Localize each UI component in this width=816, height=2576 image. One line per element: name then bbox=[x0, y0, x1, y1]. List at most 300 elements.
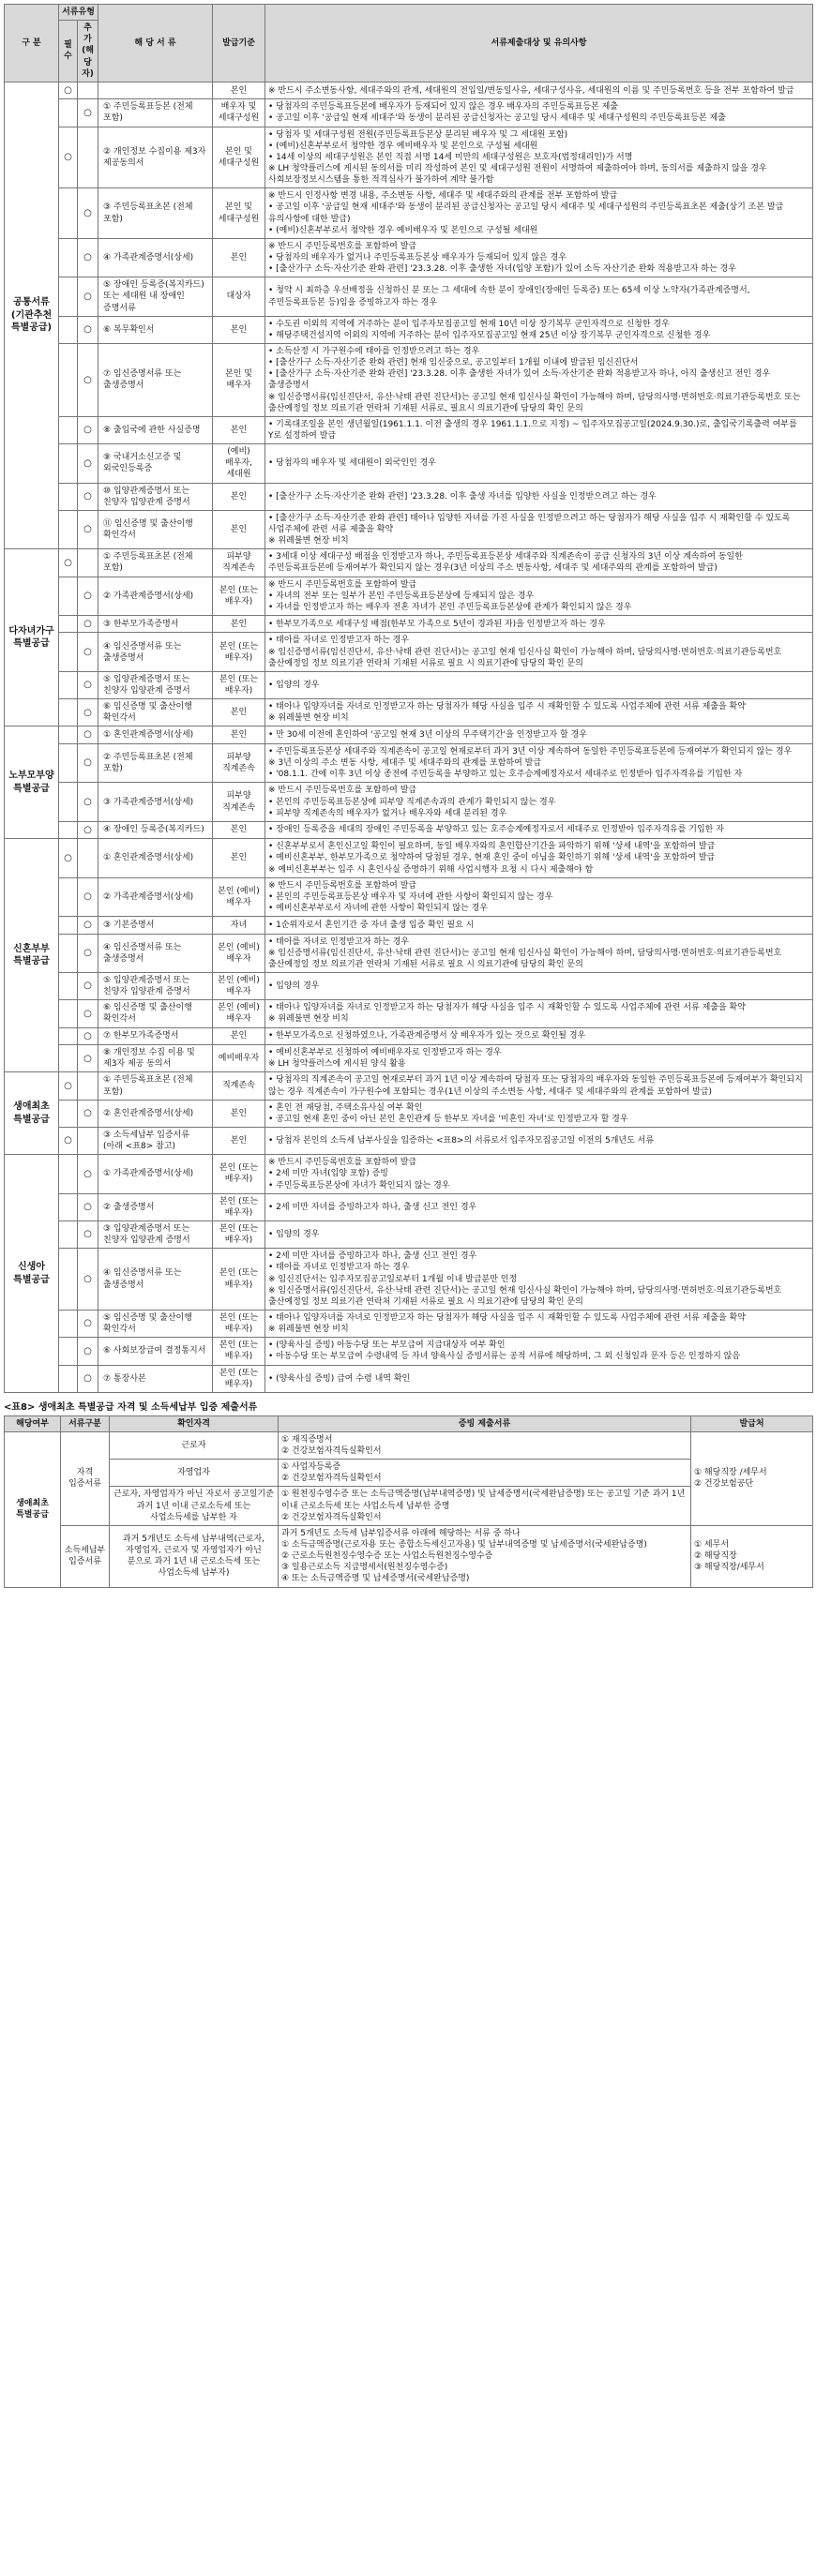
note-line: • 피부양 직계존속의 배우자가 없거나 배우자와 세대 분리된 경우 bbox=[268, 808, 507, 818]
additional-mark: ○ bbox=[78, 1310, 98, 1337]
note-line: • 주민등록표등본상에 자녀가 확인되지 않는 경우 bbox=[268, 1180, 450, 1191]
notes-cell bbox=[265, 821, 813, 839]
document-name: ④ 가족관계증명서(상세) bbox=[98, 238, 213, 277]
section-category: 공통서류 (기관추천 특별공급) bbox=[5, 82, 59, 548]
note-line: ※ 임신진단서는 입주자모집공고일로부터 1개월 이내 발급분만 인정 bbox=[268, 1274, 518, 1284]
note-line: • (양육사실 증빙) 급여 수령 내역 확인 bbox=[268, 1373, 411, 1384]
required-mark bbox=[59, 277, 78, 316]
table-row bbox=[5, 671, 813, 698]
issuer-basis: 본인 (또는 배우자) bbox=[213, 1221, 265, 1248]
table8-issuer-line: ② 해당직장 bbox=[694, 1551, 737, 1562]
table8-qualification: 근로자 bbox=[110, 1431, 279, 1459]
document-name: ④ 임신증명서류 또는 출생증명서 bbox=[98, 934, 213, 972]
note-line: • 태아나 입양자녀를 자녀로 인정받고자 하는 당첨자가 해당 사실을 입주 시 재확인할 수 있도록 사업주체에 관련 서류 제출을 확약 bbox=[268, 1312, 746, 1323]
required-mark bbox=[59, 726, 78, 744]
note-line: ※ 반드시 인정사항 변경 내용, 주소변동 사항, 세대주 및 세대주와의 관계를 전부 포함하여 발급 bbox=[268, 191, 618, 202]
table-row bbox=[5, 444, 813, 483]
required-mark bbox=[59, 416, 78, 443]
document-name: ③ 기본증명서 bbox=[98, 917, 213, 935]
note-line: • 아동수당 또는 부모급여 수령내역 등 자녀 양육사실 증빙서류는 공적 서류에 해당하며, 그 외 신청일과 문자 등은 인정하지 않음 bbox=[268, 1352, 741, 1362]
document-name: ⑨ 국내거소신고증 및 외국인등록증 bbox=[98, 444, 213, 483]
required-mark: ○ bbox=[59, 1127, 78, 1154]
note-line: • 본인의 주민등록표등본상 배우자 및 자녀에 관한 사항이 확인되지 않는 경우 bbox=[268, 891, 553, 902]
table8-doc-line: ② 건강보험자격득실확인서 bbox=[281, 1512, 382, 1522]
table8-doc-line: ② 건강보험자격득실확인서 bbox=[281, 1446, 382, 1457]
issuer-basis: 본인 (또는 배우자) bbox=[213, 1310, 265, 1337]
note-line: ※ 위례불변 현장 비치 bbox=[268, 536, 349, 547]
table8 bbox=[4, 1415, 813, 1588]
additional-mark: ○ bbox=[78, 821, 98, 839]
issuer-basis: 본인 (또는 배우자) bbox=[213, 1193, 265, 1221]
table8-row bbox=[5, 1431, 813, 1459]
table-row bbox=[5, 510, 813, 548]
required-mark bbox=[59, 1045, 78, 1072]
additional-mark bbox=[78, 82, 98, 99]
required-mark bbox=[59, 917, 78, 935]
table8-header: 서류구분 bbox=[61, 1415, 110, 1431]
section-category: 노부모부양 특별공급 bbox=[5, 726, 59, 839]
table-row bbox=[5, 821, 813, 839]
document-name: ① 혼인관계증명서(상세) bbox=[98, 839, 213, 877]
additional-mark: ○ bbox=[78, 671, 98, 698]
required-mark: ○ bbox=[59, 127, 78, 188]
required-mark: ○ bbox=[59, 549, 78, 577]
required-mark bbox=[59, 1027, 78, 1045]
issuer-basis: 본인 bbox=[213, 316, 265, 343]
notes-cell bbox=[265, 1072, 813, 1100]
required-mark bbox=[59, 743, 78, 782]
table8-header: 해당여부 bbox=[5, 1415, 61, 1431]
required-mark bbox=[59, 316, 78, 343]
additional-mark bbox=[78, 1072, 98, 1100]
table8-doc-line: ② 건강보험자격득실확인서 bbox=[281, 1474, 382, 1484]
additional-mark: ○ bbox=[78, 917, 98, 935]
note-line: • 당첨자 본인의 소득세 납부사실을 입증하는 <표8>의 서류로서 입주자모집공고일 이전의 5개년도 서류 bbox=[268, 1136, 655, 1146]
additional-mark: ○ bbox=[78, 1221, 98, 1248]
note-line: ※ 위례불변 현장 비치 bbox=[268, 1014, 349, 1025]
section-category: 신혼부부 특별공급 bbox=[5, 839, 59, 1072]
table-row bbox=[5, 277, 813, 316]
document-page bbox=[4, 4, 812, 1588]
note-line: • 태아를 자녀로 인정받고자 하는 경우 bbox=[268, 636, 410, 646]
note-line: • 공고일 이후 '공급일 현재 세대주'와 동생이 분리된 공급신청자는 공고일 당시 세대주 및 세대구성원의 주민등록표초본 제출(상기 조본 발급 유의사항에 대한 발급) bbox=[268, 202, 784, 224]
issuer-basis: 직계존속 bbox=[213, 1072, 265, 1100]
document-name bbox=[98, 82, 213, 99]
additional-mark: ○ bbox=[78, 277, 98, 316]
note-line: • 소득산정 시 가구원수에 태아를 인정받으려고 하는 경우 bbox=[268, 347, 480, 357]
notes-cell bbox=[265, 1249, 813, 1310]
issuer-basis: 본인 bbox=[213, 699, 265, 726]
note-line: • 한부모가족으로 신청하였으나, 가족관계증명서 상 배우자가 있는 것으로 확인될 경우 bbox=[268, 1031, 586, 1041]
note-line: • 당첨자의 직계존속이 공고일 현재로부터 과거 1년 이상 계속하여 당첨자 또는 당첨자의 배우자와 동일한 주민등록표등본에 등재여부가 확인되지 않는 경우 직계존속이 가구원수에 포함되는 경우(1년 이상의 주소변동 사항, 세대주 및 세대주와의 관계를 포함하여 발급) bbox=[268, 1075, 803, 1097]
document-name: ① 주민등록표초본 (전체 포함) bbox=[98, 1072, 213, 1100]
notes-cell bbox=[265, 633, 813, 671]
note-line: ※ 임신증명서류(임신진단서, 유산·낙태 관련 진단서)는 공고일 현재 임신사실 확인이 가능해야 하며, 담당의사명·면허번호·의료기관등록번호 또는 출산예정일 정보 의료기관 연락처 기재된 서류로, 필요시 의료기관에 담당의 확인 문의 bbox=[268, 392, 801, 413]
required-mark bbox=[59, 1365, 78, 1392]
document-name: ⑤ 입양관계증명서 또는 친양자 입양관계 증명서 bbox=[98, 973, 213, 1000]
required-mark bbox=[59, 671, 78, 698]
additional-mark: ○ bbox=[78, 934, 98, 972]
notes-cell bbox=[265, 549, 813, 577]
additional-mark bbox=[78, 549, 98, 577]
note-line: • 청약 시 최하층 우선배정을 신청하신 분 또는 그 세대에 속한 분이 장애인(장애인 등록증) 또는 65세 이상 노약자(가족관계증명서, 주민등록표등본 등)임을 증빙하고자 하는 경우 bbox=[268, 286, 750, 307]
document-name: ③ 가족관계증명서(상세) bbox=[98, 783, 213, 821]
table-row bbox=[5, 1338, 813, 1365]
issuer-basis: 본인 (예비)배우자 bbox=[213, 973, 265, 1000]
notes-cell bbox=[265, 316, 813, 343]
table8-doc-line: ① 원천징수영수증 또는 소득금액증명(납부내역증명) 및 납세증명서(국세완납증명) 또는 공고일 기준 과거 1년 이내 근로소득세 또는 사업소득세 납부한 증명 bbox=[281, 1490, 686, 1511]
issuer-basis: 피부양 직계존속 bbox=[213, 783, 265, 821]
table-row bbox=[5, 188, 813, 239]
table-row bbox=[5, 839, 813, 877]
table8-issuer bbox=[691, 1431, 813, 1525]
table8-doc-line: ① 사업자등록증 bbox=[281, 1462, 341, 1473]
required-mark bbox=[59, 821, 78, 839]
note-line: • [출산가구 소득·자산기준 완화 관련] '23.3.28. 이후 출생한 자녀가 있어 소득·자산기준 완화 적용받고자 하나, 아직 출생신고 전인 경우 출생증명서 bbox=[268, 369, 771, 391]
note-line: • [출산가구 소득·자산기준 완화 관련] '23.3.28. 이후 출생한 자녀(입양 포함)가 있어 소득 자산기준 완화 적용받고자 하는 경우 bbox=[268, 264, 736, 275]
required-mark bbox=[59, 1193, 78, 1221]
issuer-basis: 피부양 직계존속 bbox=[213, 549, 265, 577]
additional-mark: ○ bbox=[78, 615, 98, 633]
note-line: • (예비)신혼부부로서 청약한 경우 예비배우자 및 본인으로 구성될 세대원 bbox=[268, 141, 538, 151]
notes-cell bbox=[265, 1127, 813, 1154]
note-line: • 수도권 이외의 지역에 거주하는 분이 입주자모집공고일 현재 10년 이상 장기복무 군인자격으로 신청한 경우 bbox=[268, 319, 670, 329]
notes-cell bbox=[265, 934, 813, 972]
note-line: • (양육사실 증빙) 아동수당 또는 부모급여 지급대상자 여부 확인 bbox=[268, 1340, 506, 1351]
additional-mark: ○ bbox=[78, 1100, 98, 1127]
table-row bbox=[5, 1000, 813, 1027]
header-issuer: 발급기준 bbox=[213, 5, 265, 82]
notes-cell bbox=[265, 127, 813, 188]
table8-doc-line: 과거 5개년도 소득세 납부입증서류 아래에 해당하는 서류 중 하나 bbox=[281, 1528, 521, 1538]
header-additional: 추가 (해당자) bbox=[78, 21, 98, 82]
table8-docs bbox=[279, 1460, 691, 1487]
table8-issuer-line: ① 세무서 bbox=[694, 1540, 730, 1550]
additional-mark bbox=[78, 127, 98, 188]
required-mark bbox=[59, 699, 78, 726]
note-line: ※ 위례불변 현장 비치 bbox=[268, 1325, 349, 1335]
required-mark bbox=[59, 188, 78, 239]
note-line: • 예비신혼부부로서 자녀에 관한 사항이 확인되지 않는 경우 bbox=[268, 904, 488, 913]
issuer-basis: (예비)배우자, 세대원 bbox=[213, 444, 265, 483]
required-mark bbox=[59, 1100, 78, 1127]
table-row bbox=[5, 344, 813, 417]
additional-mark: ○ bbox=[78, 633, 98, 671]
note-line: • [출산가구 소득·자산기준 완화 관련] 현재 임신중으로, 공고일부터 1개월 이내에 발급된 임신진단서 bbox=[268, 358, 639, 368]
notes-cell bbox=[265, 699, 813, 726]
note-line: ※ 반드시 주민등록번호를 포함하여 발급 bbox=[268, 786, 417, 796]
table8-header-row bbox=[5, 1415, 813, 1431]
note-line: • 장애인 등록증을 세대의 장애인 주민등록을 부양하고 있는 호주승계예정자로서 세대주로 인정받아 입주자격유를 기입한 자 bbox=[268, 825, 724, 835]
notes-cell bbox=[265, 1221, 813, 1248]
note-line: ※ 반드시 주소변동사항, 세대주와의 관계, 세대원의 전입일/변동일사유, 세대구성사유, 세대원의 이름 및 주민등록번호 등을 전부 포함하여 발급 bbox=[268, 85, 794, 96]
required-mark: ○ bbox=[59, 82, 78, 99]
note-line: • 태아를 자녀로 인정받고자 하는 경우 bbox=[268, 936, 410, 947]
required-mark bbox=[59, 238, 78, 277]
note-line: • 기록대조일을 본인 생년월일(1961.1.1. 이전 출생의 경우 1961.1.1.으로 지정) ~ 입주자모집공고일(2024.9.30.)로, 출입국기록출력 여부를 Y로 설정하여 발급 bbox=[268, 419, 797, 441]
required-mark bbox=[59, 1221, 78, 1248]
notes-cell bbox=[265, 783, 813, 821]
required-mark bbox=[59, 615, 78, 633]
additional-mark: ○ bbox=[78, 344, 98, 417]
additional-mark: ○ bbox=[78, 877, 98, 916]
table8-qualification: 자영업자 bbox=[110, 1460, 279, 1487]
document-name: ② 가족관계증명서(상세) bbox=[98, 577, 213, 615]
table8-issuer-line: ③ 해당직장/세무서 bbox=[694, 1563, 764, 1573]
notes-cell bbox=[265, 1027, 813, 1045]
document-name: ① 주민등록표초본 (전체 포함) bbox=[98, 549, 213, 577]
note-line: • 혼인 전 재당첨, 주택소유사실 여부 확인 bbox=[268, 1102, 423, 1113]
note-line: • 공고일 현재 혼인 중이 아닌 본인 혼인관계 등 한부모 자녀를 '미혼인 자녀'로 인정받고자 할 경우 bbox=[268, 1114, 628, 1124]
note-line: • 자녀의 전부 또는 일부가 본인 주민등록표등본상에 등재되지 않은 경우 bbox=[268, 591, 535, 601]
required-mark bbox=[59, 1310, 78, 1337]
document-name: ⑥ 임신증명 및 출산이행 확인각서 bbox=[98, 699, 213, 726]
table-row bbox=[5, 99, 813, 127]
issuer-basis: 본인 (또는 배우자) bbox=[213, 1155, 265, 1193]
notes-cell bbox=[265, 416, 813, 443]
document-name: ⑧ 출입국에 관한 사실증명 bbox=[98, 416, 213, 443]
issuer-basis: 본인 (또는 배우자) bbox=[213, 577, 265, 615]
header-notes: 서류제출대상 및 유의사항 bbox=[265, 5, 813, 82]
note-line: • 만 30세 이전에 혼인하여 '공고일 현재 3년 이상의 무주택기간'을 인정받고자 할 경우 bbox=[268, 730, 587, 741]
required-mark: ○ bbox=[59, 839, 78, 877]
notes-cell bbox=[265, 1000, 813, 1027]
notes-cell bbox=[265, 726, 813, 744]
document-name: ② 주민등록표초본 (전체 포함) bbox=[98, 743, 213, 782]
table-row bbox=[5, 973, 813, 1000]
note-line: • 본인의 주민등록표등본상에 피부양 직계존속과의 관계가 확인되지 않는 경우 bbox=[268, 797, 556, 807]
table8-group: 생애최초 특별공급 bbox=[5, 1431, 61, 1587]
table-row bbox=[5, 1155, 813, 1193]
note-line: • 3세대 이상 세대구성 배점을 인정받고자 하나, 주민등록표등본상 세대주와 직계존속이 공급 신청자의 3년 이상 계속하여 동일한 주민등록표등본에 등재여부가 확인되지 않는 경우(3년 이상의 주소 변동사항, 세대주 및 세대주와의 관계를 포함하여 발급) bbox=[268, 552, 743, 574]
note-line: • 주민등록표등본상 세대주와 직계존속이 공고일 현재로부터 과거 3년 이상 계속하여 동일한 주민등록표등본에 등재여부가 확인되지 않는 경우 bbox=[268, 746, 793, 756]
required-mark bbox=[59, 344, 78, 417]
document-name: ⑤ 임신증명 및 출산이행 확인각서 bbox=[98, 1310, 213, 1337]
notes-cell bbox=[265, 743, 813, 782]
required-mark bbox=[59, 577, 78, 615]
issuer-basis: 본인 (또는 배우자) bbox=[213, 1365, 265, 1392]
table-row bbox=[5, 1310, 813, 1337]
note-line: ※ 반드시 주민등록번호를 포함하여 발급 bbox=[268, 1158, 417, 1168]
additional-mark: ○ bbox=[78, 973, 98, 1000]
note-line: • 당첨자의 배우자 및 세대원이 외국인인 경우 bbox=[268, 458, 436, 469]
additional-mark: ○ bbox=[78, 510, 98, 548]
note-line: • 1순위자로서 혼인기간 중 자녀 출생 입증 확인 필요 시 bbox=[268, 920, 475, 930]
table-row bbox=[5, 917, 813, 935]
table8-docs bbox=[279, 1525, 691, 1587]
table8-header: 증빙 제출서류 bbox=[279, 1415, 691, 1431]
additional-mark: ○ bbox=[78, 1000, 98, 1027]
table8-row bbox=[5, 1525, 813, 1587]
table-row bbox=[5, 1027, 813, 1045]
note-line: • 예비신혼부부로 신청하여 예비배우자로 인정받고자 하는 경우 bbox=[268, 1048, 502, 1058]
document-name: ⑦ 한부모가족증명서 bbox=[98, 1027, 213, 1045]
required-mark bbox=[59, 483, 78, 510]
document-name: ⑥ 사회보장급여 결정통지서 bbox=[98, 1338, 213, 1365]
additional-mark: ○ bbox=[78, 188, 98, 239]
notes-cell bbox=[265, 344, 813, 417]
issuer-basis: 본인 (또는 배우자) bbox=[213, 671, 265, 698]
issuer-basis: 자녀 bbox=[213, 917, 265, 935]
notes-cell bbox=[265, 483, 813, 510]
table8-issuer bbox=[691, 1525, 813, 1587]
note-line: • 당첨자의 주민등록표등본에 배우자가 등재되어 있지 않은 경우 배우자의 주민등록표등본 제출 bbox=[268, 102, 618, 112]
table8-docs bbox=[279, 1487, 691, 1525]
required-mark: ○ bbox=[59, 1072, 78, 1100]
header-required: 필수 bbox=[59, 21, 78, 82]
required-mark bbox=[59, 973, 78, 1000]
additional-mark: ○ bbox=[78, 444, 98, 483]
note-line: • 태아를 자녀로 인정받고자 하는 경우 bbox=[268, 1263, 410, 1273]
document-name: ⑤ 장애인 등록증(복지카드) 또는 세대원 내 장애인 증명서류 bbox=[98, 277, 213, 316]
document-name: ④ 장애인 등록증(복지카드) bbox=[98, 821, 213, 839]
notes-cell bbox=[265, 444, 813, 483]
table-row bbox=[5, 483, 813, 510]
issuer-basis: 본인 (예비)배우자 bbox=[213, 1000, 265, 1027]
header-type-group: 서류유형 bbox=[59, 5, 98, 21]
notes-cell bbox=[265, 510, 813, 548]
table-row bbox=[5, 615, 813, 633]
note-line: ※ 임신증명서류(임신진단서, 유산·낙태 관련 진단서)는 공고일 현재 임신사실 확인이 가능해야 하며, 담당의사명·면허번호·의료기관등록번호 출산예정일 정보 의료기관 연락처 기재된 서류로 필요 시 의료기관에 담당의 확인 문의 bbox=[268, 948, 782, 969]
document-name: ① 가족관계증명서(상세) bbox=[98, 1155, 213, 1193]
issuer-basis: 본인 (또는 배우자) bbox=[213, 1249, 265, 1310]
additional-mark: ○ bbox=[78, 699, 98, 726]
note-line: • 입양의 경우 bbox=[268, 680, 320, 690]
section-category: 신생아 특별공급 bbox=[5, 1155, 59, 1393]
additional-mark: ○ bbox=[78, 1249, 98, 1310]
additional-mark: ○ bbox=[78, 1365, 98, 1392]
required-mark bbox=[59, 1338, 78, 1365]
table8-doc-line: ② 근로소득원천징수영수증 또는 사업소득원천징수영수증 bbox=[281, 1551, 493, 1562]
table-row bbox=[5, 1221, 813, 1248]
notes-cell bbox=[265, 615, 813, 633]
issuer-basis: 본인 bbox=[213, 615, 265, 633]
note-line: ※ 예비신혼부부는 입주 시 혼인사실 증명하기 위해 사업시행자 요청 시 다시 제출해야 함 bbox=[268, 864, 594, 875]
issuer-basis: 본인 및 배우자 bbox=[213, 344, 265, 417]
issuer-basis: 본인 bbox=[213, 821, 265, 839]
note-line: • [출산가구 소득·자산기준 완화 관련] 태아나 입양한 자녀를 가진 사실을 인정받으려고 하는 당첨자가 해당 사실을 입주 시 재확인할 수 있도록 사업주체에 관련 서류 제출을 확약 bbox=[268, 513, 791, 534]
required-mark bbox=[59, 444, 78, 483]
notes-cell bbox=[265, 1100, 813, 1127]
document-name: ⑥ 임신증명 및 출산이행 확인각서 bbox=[98, 1000, 213, 1027]
note-line: ※ LH 청약플러스에 게시된 동의서를 미리 작성하여 본인 및 세대구성원 전원이 서명하여 제출하여야 하며, 동의서를 제출하지 않을 경우 사회보장정보시스템을 통한 적격심사가 불가하여 계약 불가함 bbox=[268, 164, 767, 186]
table8-doc-line: ③ 일용근로소득 지급명세서(원천징수영수증) bbox=[281, 1563, 448, 1573]
required-mark bbox=[59, 877, 78, 916]
additional-mark: ○ bbox=[78, 1027, 98, 1045]
note-line: ※ 반드시 주민등록번호를 포함하여 발급 bbox=[268, 241, 417, 251]
document-name: ③ 주민등록표초본 (전체 포함) bbox=[98, 188, 213, 239]
additional-mark: ○ bbox=[78, 577, 98, 615]
table-row bbox=[5, 1045, 813, 1072]
header-category: 구 분 bbox=[5, 5, 59, 82]
document-name: ① 주민등록표등본 (전체 포함) bbox=[98, 99, 213, 127]
issuer-basis: 본인 bbox=[213, 1027, 265, 1045]
note-line: • 입양의 경우 bbox=[268, 981, 320, 992]
notes-cell bbox=[265, 1365, 813, 1392]
additional-mark: ○ bbox=[78, 726, 98, 744]
additional-mark: ○ bbox=[78, 1193, 98, 1221]
main-table-body bbox=[5, 82, 813, 1392]
additional-mark: ○ bbox=[78, 238, 98, 277]
notes-cell bbox=[265, 1045, 813, 1072]
note-line: ※ 위례불변 현장 비치 bbox=[268, 713, 349, 724]
table-row bbox=[5, 726, 813, 744]
note-line: ※ 3년 이상의 주소 변동 사항, 세대주 및 세대주와의 관계를 포함하여 발급 bbox=[268, 758, 542, 769]
document-name: ⑩ 입양관계증명서 또는 친양자 입양관계 증명서 bbox=[98, 483, 213, 510]
notes-cell bbox=[265, 917, 813, 935]
notes-cell bbox=[265, 277, 813, 316]
note-line: • 당첨자 및 세대구성원 전원(주민등록표등본상 분리된 배우자 및 그 세대원 포함) bbox=[268, 129, 568, 140]
issuer-basis: 본인 및 세대구성원 bbox=[213, 127, 265, 188]
table8-issuer-line: ② 건강보험공단 bbox=[694, 1479, 754, 1490]
document-name: ④ 임신증명서류 또는 출생증명서 bbox=[98, 633, 213, 671]
issuer-basis: 본인 bbox=[213, 483, 265, 510]
table8-body bbox=[5, 1431, 813, 1587]
issuer-basis: 본인 bbox=[213, 1127, 265, 1154]
document-name: ⑧ 개인정보 수집 이용 및 제3자 제공 동의서 bbox=[98, 1045, 213, 1072]
note-line: • 공고일 이후 '공급일 현재 세대주'와 동생이 분리된 공급신청자는 공고일 당시 세대주 및 세대구성원의 주민등록표등본 제출 bbox=[268, 113, 726, 124]
additional-mark bbox=[78, 839, 98, 877]
document-name: ⑪ 임신증명 및 출산이행 확인각서 bbox=[98, 510, 213, 548]
additional-mark: ○ bbox=[78, 99, 98, 127]
table8-doc-line: ① 소득금액증명(근로자용 또는 종합소득세신고자용) 및 납부내역증명 및 납세증명서(국세완납증명) bbox=[281, 1540, 647, 1550]
table8-header: 확인자격 bbox=[110, 1415, 279, 1431]
note-line: • 한부모가족으로 세대구성 배점(한부모 가족으로 5년이 경과된 자)을 인정받고자 하는 경우 bbox=[268, 619, 606, 629]
note-line: • 태아나 입양자녀를 자녀로 인정받고자 하는 당첨자가 해당 사실을 입주 시 재확인할 수 있도록 사업주체에 관련 서류 제출을 확약 bbox=[268, 1003, 746, 1013]
note-line: • '08.1.1. 간에 이후 3년 이상 종전에 주민등록을 부양하고 있는 호주승계예정자로서 세대주로 인정받아 입주자격유를 기입한 자 bbox=[268, 770, 743, 780]
note-line: • 신혼부부로서 혼인신고일 확인이 필요하며, 동일 배우자와의 혼인합산기간을 파악하기 위해 '상세 내역'을 포함하여 발급 bbox=[268, 842, 716, 852]
table-row bbox=[5, 127, 813, 188]
document-name: ④ 임신증명서류 또는 출생증명서 bbox=[98, 1249, 213, 1310]
notes-cell bbox=[265, 577, 813, 615]
additional-mark: ○ bbox=[78, 743, 98, 782]
additional-mark: ○ bbox=[78, 416, 98, 443]
document-name: ② 가족관계증명서(상세) bbox=[98, 877, 213, 916]
issuer-basis: 본인 (또는 배우자) bbox=[213, 1338, 265, 1365]
issuer-basis: 본인 및 세대구성원 bbox=[213, 188, 265, 239]
table8-issuer-line: ① 해당직장 /세무서 bbox=[694, 1468, 767, 1478]
table-row bbox=[5, 699, 813, 726]
notes-cell bbox=[265, 238, 813, 277]
issuer-basis: 본인 (또는 배우자) bbox=[213, 633, 265, 671]
table-row bbox=[5, 577, 813, 615]
required-mark bbox=[59, 1155, 78, 1193]
note-line: • 2세 미만 자녀를 증빙하고자 하나, 출생 신고 전인 경우 bbox=[268, 1202, 477, 1212]
required-mark bbox=[59, 1000, 78, 1027]
table8-qualification: 과거 5개년도 소득세 납부내역(근로자, 자영업자, 근로자 및 자영업자가 아닌 분으로 과거 1년 내 근로소득세 또는 사업소득세 납부자) bbox=[110, 1525, 279, 1587]
document-name: ⑥ 복무확인서 bbox=[98, 316, 213, 343]
document-name: ⑦ 통장사본 bbox=[98, 1365, 213, 1392]
table8-qualification: 근로자, 자영업자가 아닌 자로서 공고일기준 과거 1년 이내 근로소득세 또는 사업소득세를 납부한 자 bbox=[110, 1487, 279, 1525]
notes-cell bbox=[265, 1310, 813, 1337]
table-row bbox=[5, 1072, 813, 1100]
table8-type: 자격 입증서류 bbox=[61, 1431, 110, 1525]
table-row bbox=[5, 1193, 813, 1221]
note-line: • 2세 미만 자녀(입양 포함) 증빙 bbox=[268, 1169, 388, 1179]
table-row bbox=[5, 877, 813, 916]
document-name: ③ 한부모가족증명서 bbox=[98, 615, 213, 633]
issuer-basis: 대상자 bbox=[213, 277, 265, 316]
table8-doc-line: ① 재직증명서 bbox=[281, 1434, 333, 1445]
note-line: • [출산가구 소득·자산기준 완화 관련] '23.3.28. 이후 출생 자녀를 입양한 사실을 인정받으려고 하는 경우 bbox=[268, 491, 657, 502]
table-row bbox=[5, 783, 813, 821]
additional-mark: ○ bbox=[78, 1155, 98, 1193]
notes-cell bbox=[265, 671, 813, 698]
table-row bbox=[5, 549, 813, 577]
table-row bbox=[5, 316, 813, 343]
table-row bbox=[5, 743, 813, 782]
note-line: • 해당주택건설지역 이외의 지역에 거주하는 분이 입주자모집공고일 현재 25년 이상 장기복무 군인자격으로 신청한 경우 bbox=[268, 330, 711, 340]
